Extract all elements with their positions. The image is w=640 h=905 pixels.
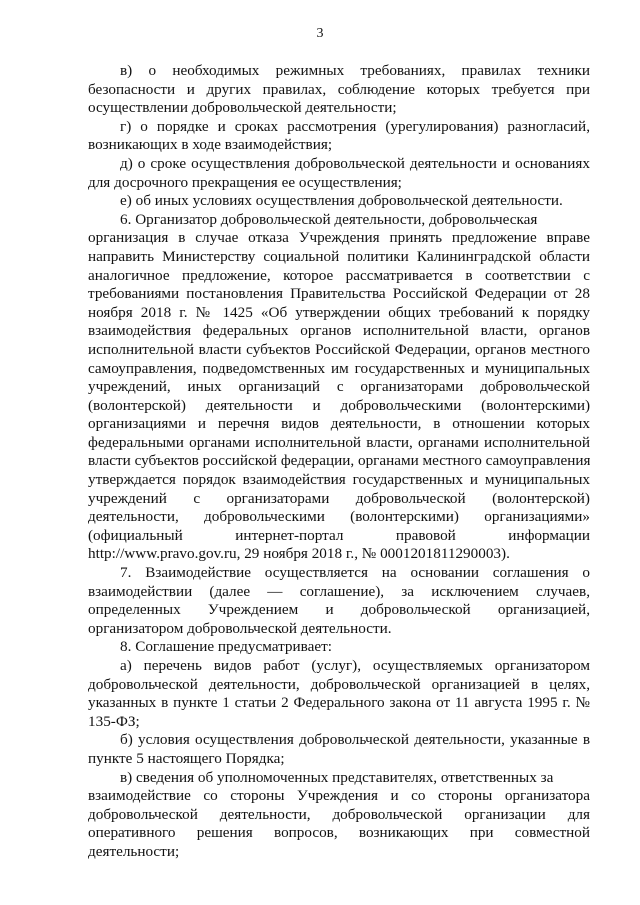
text-line: учреждений, иных организаций с организаторами добровольческой [88,378,590,396]
text-line: 135-ФЗ; [88,712,140,730]
text-line: для досрочного прекращения ее осуществления; [88,173,402,191]
text-line: организация в случае отказа Учреждения принять предложение вправе [88,229,590,247]
text-line: в) о необходимых режимных требованиях, правилах техники [120,62,590,79]
text-line: власти субъектов российской федерации, органами местного самоуправления [88,452,590,470]
text-line: указанных в пункте 1 статьи 2 Федерального закона от 11 августа 1995 г. № [88,694,590,712]
document-body [88,62,590,862]
text-line: оперативного решения вопросов, возникающих при совместной [88,824,590,842]
text-line: в) сведения об уполномоченных представителях, ответственных за [120,768,554,786]
text-line: а) перечень видов работ (услуг), осуществляемых организатором [120,657,590,674]
text-line: 8. Соглашение предусматривает: [120,638,332,656]
text-line: организатором добровольческой деятельности. [88,619,392,637]
text-line: пункте 5 настоящего Порядка; [88,749,285,767]
text-line: взаимодействие со стороны Учреждения и со стороны организатора [88,787,590,805]
text-line: самоуправления, подведомственных им государственных и муниципальных [88,359,590,377]
text-line: возникающих в ходе взаимодействия; [88,136,333,154]
text-line: аналогичное предложение, которое рассматривается в соответствии с [88,266,590,284]
text-line: ноября 2018 г. № 1425 «Об утверждении общих требований к порядку [88,303,590,321]
text-line: http://www.pravo.gov.ru, 29 ноября 2018 г., № 0001201811290003). [88,545,510,563]
text-line: (официальный интернет-портал правовой информации [88,526,590,544]
text-line: определенных Учреждением и добровольческой организацией, [88,601,590,619]
text-line: утверждается порядок взаимодействия государственных и муниципальных [88,471,590,489]
text-line: деятельности, добровольческими (волонтерскими) организациями» [88,508,590,526]
text-line: добровольческой деятельности, добровольческой организации для [88,805,590,823]
text-line: направить Министерству социальной политики Калининградской области [88,247,590,265]
text-line: деятельности; [88,842,180,860]
text-line: б) условия осуществления добровольческой деятельности, указанные в [120,731,590,749]
text-line: е) об иных условиях осуществления добровольческой деятельности. [120,192,563,210]
text-line: федеральными органами исполнительной власти, органами исполнительной [88,433,590,451]
text-line: организациями и перечня видов деятельности, в отношении которых [88,415,590,433]
text-line: осуществлении добровольческой деятельности; [88,99,397,117]
text-line: взаимодействии (далее — соглашение), за исключением случаев, [88,582,590,600]
text-line: добровольческой деятельности, добровольческой организацией в целях, [88,675,590,693]
text-line: исполнительной власти субъектов Российской Федерации, органов местного [88,340,590,358]
text-line: 6. Организатор добровольческой деятельности, добровольческая [120,210,538,228]
text-line: 7. Взаимодействие осуществляется на основании соглашения о [120,564,590,582]
text-line: безопасности и других правилах, соблюдение которых требуется при [88,80,590,98]
text-line: взаимодействия федеральных органов исполнительной власти, органов [88,322,590,340]
text-line: г) о порядке и сроках рассмотрения (урегулирования) разногласий, [120,117,590,135]
page-number: 3 [316,26,324,41]
text-line: учреждений с организаторами добровольческой (волонтерской) [88,489,590,507]
text-line: требованиями постановления Правительства Российской Федерации от 28 [88,285,590,303]
text-line: (волонтерской) деятельности и добровольческими (волонтерскими) [88,396,590,414]
text-line: д) о сроке осуществления добровольческой деятельности и основаниях [120,154,590,172]
